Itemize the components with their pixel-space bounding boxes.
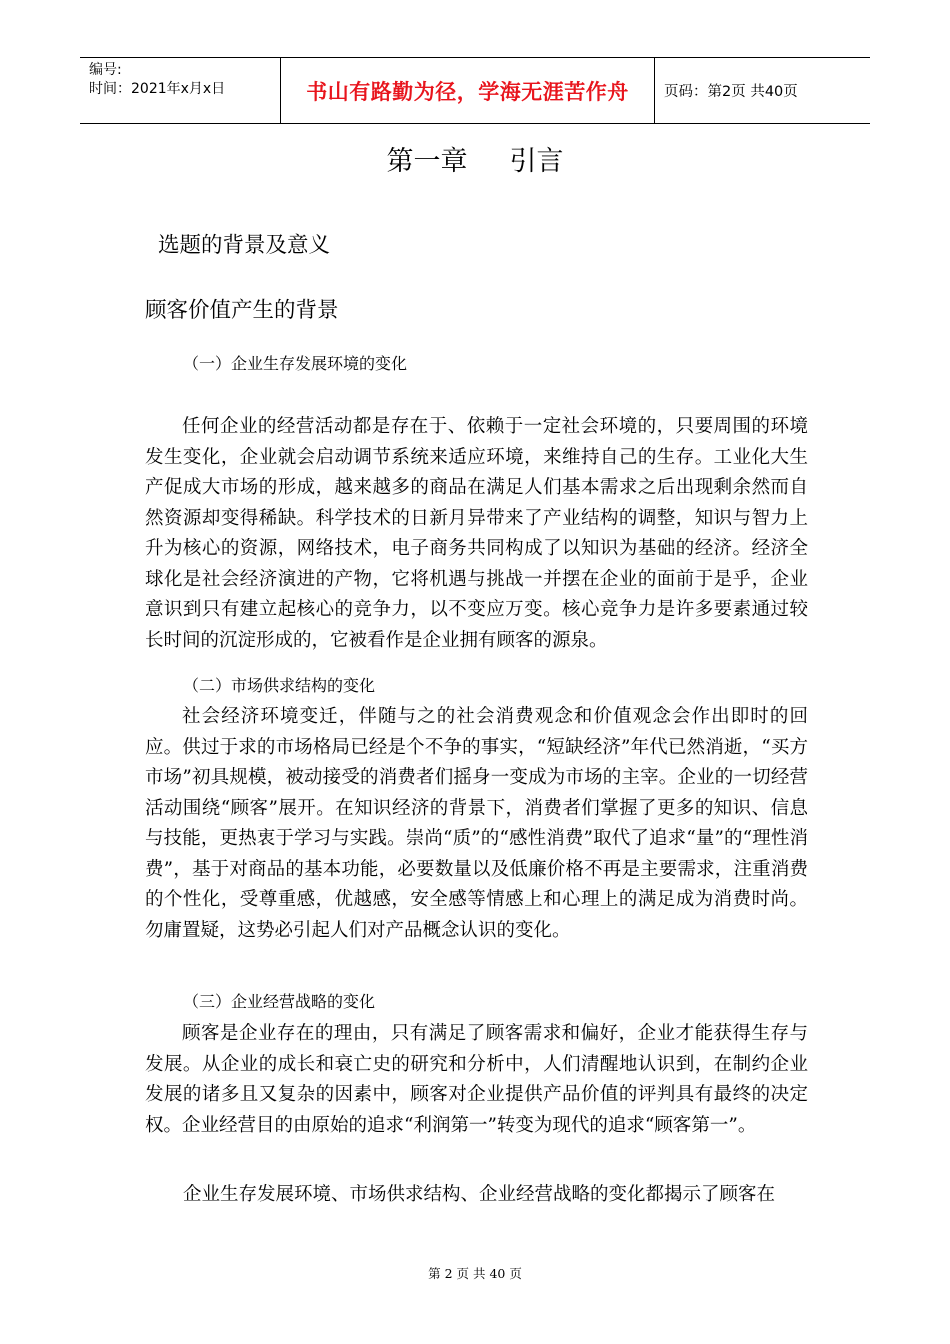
page-info-text: 页码：第2页 共40页 [664,84,798,100]
page-footer: 第 2 页 共 40 页 [428,1266,522,1281]
page-header [80,57,870,124]
closing-paragraph: 企业生存发展环境、市场供求结构、企业经营战略的变化都揭示了顾客在 [183,1184,776,1205]
header-motto: 书山有路勤为径，学海无涯苦作舟 [306,79,629,104]
section-1-paragraph: 任何企业的经营活动都是存在于、依赖于一定社会环境的，只要周围的环境发生变化，企业就会启动调节系统来适应环境，来维持自己的生存。工业化大生产促成大市场的形成，越来越多的商品在满足人们基本需求之后出现剩余然而自然资源却变得稀缺。科学技术的日新月异带来了产业结构的调整，知识与智力上升为核心的资源，网络技术，电子商务共同构成了以知识为基础的经济。经济全球化是社会经济演进的产物，它将机遇与挑战一并摆在企业的面前于是乎，企业意识到只有建立起核心的竞争力，以不变应万变。核心竞争力是许多要素通过较长时间的沉淀形成的，它被看作是企业拥有顾客的源泉。 [145,416,808,651]
chapter-title [0,140,950,184]
chapter-name: 引言 [509,146,564,177]
section-2-heading: （二）市场供求结构的变化 [183,676,376,695]
header-motto-cell [281,58,655,123]
document-time: 时间：2021年x月x日 [89,81,226,97]
section-1-heading: （一）企业生存发展环境的变化 [183,354,408,373]
subsection-title: 顾客价值产生的背景 [145,298,339,323]
header-meta [80,58,281,123]
header-page-info [655,58,870,123]
section-3-paragraph: 顾客是企业存在的理由，只有满足了顾客需求和偏好，企业才能获得生存与发展。从企业的成长和衰亡史的研究和分析中，人们清醒地认识到，在制约企业发展的诸多且又复杂的因素中，顾客对企业提供产品价值的评判具有最终的决定权。企业经营目的由原始的追求“利润第一”转变为现代的追求“顾客第一”。 [145,1023,808,1136]
chapter-number: 第一章 [386,146,468,177]
section-title: 选题的背景及意义 [158,233,331,258]
document-number-label: 编号: [89,62,122,78]
section-2-paragraph: 社会经济环境变迁，伴随与之的社会消费观念和价值观念会作出即时的回应。供过于求的市场格局已经是个不争的事实，“短缺经济”年代已然消逝，“买方市场”初具规模，被动接受的消费者们摇身一变成为市场的主宰。企业的一切经营活动围绕“顾客”展开。在知识经济的背景下，消费者们掌握了更多的知识、信息与技能，更热衷于学习与实践。崇尚“质”的“感性消费”取代了追求“量”的“理性消费”，基于对商品的基本功能，必要数量以及低廉价格不再是主要需求，注重消费的个性化，受尊重感，优越感，安全感等情感上和心理上的满足成为消费时尚。勿庸置疑，这势必引起人们对产品概念认识的变化。 [145,706,808,941]
section-3-heading: （三）企业经营战略的变化 [183,992,376,1011]
